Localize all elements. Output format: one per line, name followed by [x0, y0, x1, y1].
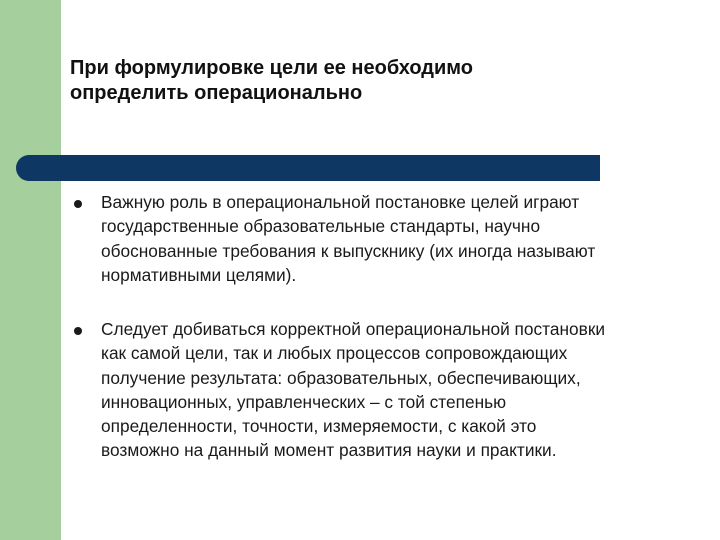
bullet-text: Важную роль в операциональной постановке целей играют государственные образовательные стандарты, научно обоснованные требования к выпускнику (их иногда называют нормативными целями).: [101, 192, 596, 285]
title-divider-bar: [16, 155, 600, 181]
accent-green-strip-left: [0, 150, 61, 540]
bullet-dot-icon: [74, 200, 82, 208]
bullet-text: Следует добиваться корректной операциональной постановки как самой цели, так и любых процессов сопровождающих получение результата: образовательных, обеспечивающих, инновационных, управленческих – с той степенью определенности, точности, измеряемости, с какой это возможно на данный момент развития науки и практики.: [101, 319, 606, 461]
bullet-dot-icon: [74, 327, 82, 335]
slide-title: При формулировке цели ее необходимо определить операционально: [70, 57, 474, 104]
